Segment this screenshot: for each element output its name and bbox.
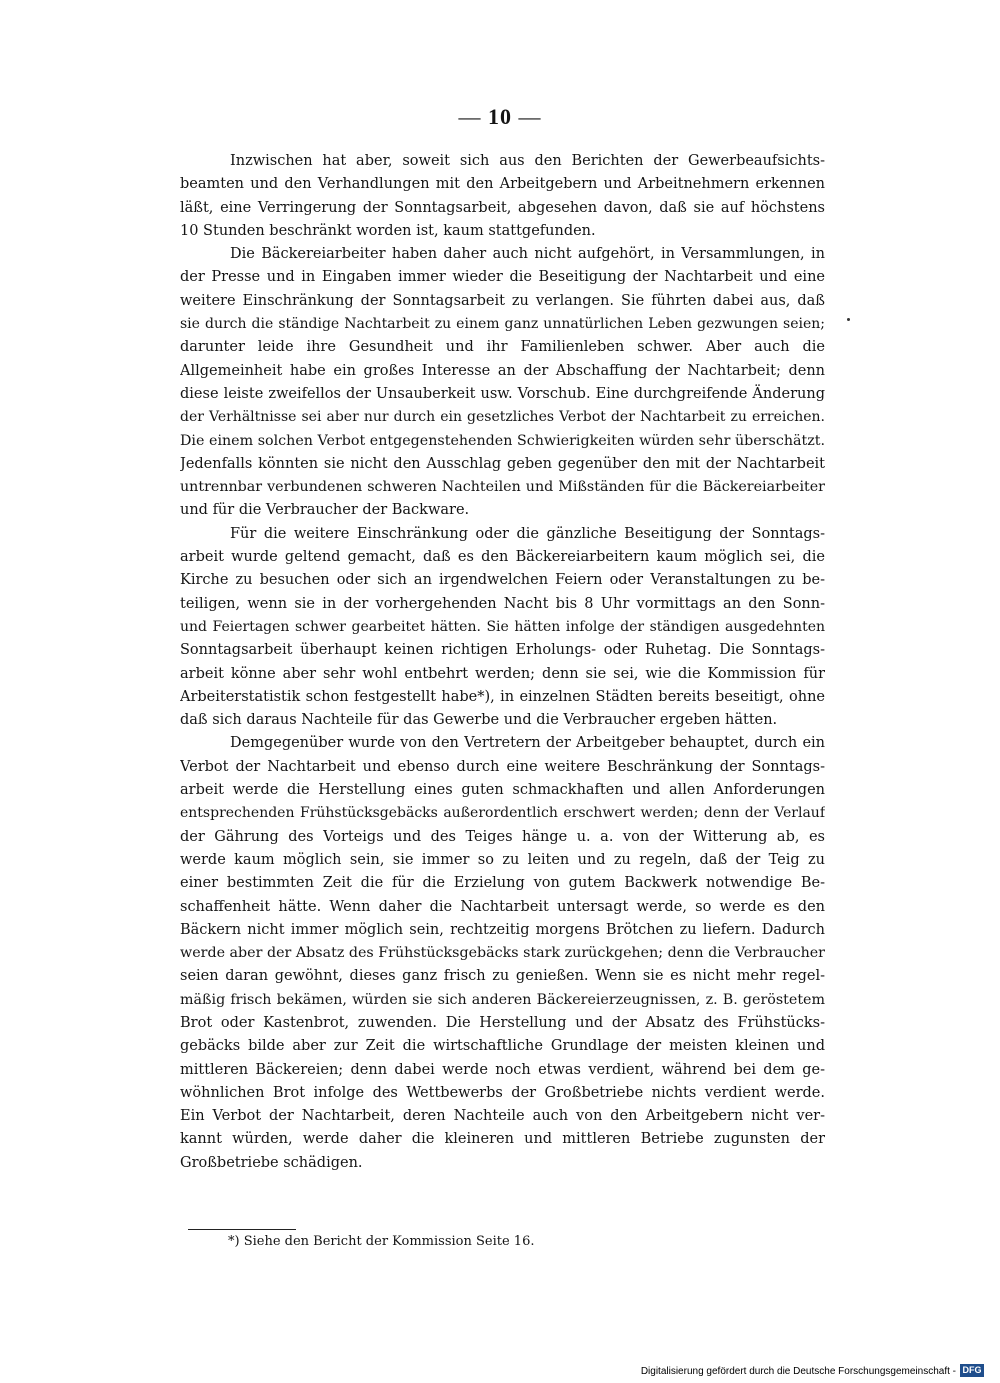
text-line: Verbot der Nachtarbeit und ebenso durch eine weitere Beschränkung der Sonntags- — [180, 758, 825, 775]
page-number-dash-left: — — [458, 104, 482, 129]
text-line: arbeit werde die Herstellung eines guten schmackhaften und allen Anforderungen — [180, 782, 825, 799]
footnote-rule — [188, 1229, 296, 1230]
text-line: Inzwischen hat aber, soweit sich aus den Berichten der Gewerbeaufsichts- — [230, 153, 825, 169]
text-line: läßt, eine Verringerung der Sonntagsarbeit, abgesehen davon, daß sie auf höchstens — [180, 199, 825, 216]
text-line: und für die Verbraucher der Backware. — [180, 502, 470, 519]
page-number — [0, 104, 1000, 130]
text-line: Arbeiterstatistik schon festgestellt habe*), in einzelnen Städten bereits beseitigt, ohne — [180, 688, 825, 705]
text-line: arbeit wurde geltend gemacht, daß es den Bäckereiarbeitern kaum möglich sei, die — [180, 549, 825, 566]
text-line: daß sich daraus Nachteile für das Gewerbe und die Verbraucher ergeben hätten. — [180, 712, 778, 729]
print-speck — [847, 318, 850, 321]
page-number-value: 10 — [488, 104, 512, 129]
text-line: der Gährung des Vorteigs und des Teiges hänge u. a. von der Witterung ab, es — [180, 828, 825, 845]
text-line: arbeit könne aber sehr wohl entbehrt werden; denn sie sei, wie die Kommission für — [180, 665, 825, 682]
text-line: 10 Stunden beschränkt worden ist, kaum stattgefunden. — [180, 222, 596, 239]
text-line: Die einem solchen Verbot entgegenstehenden Schwierigkeiten würden sehr überschätzt. — [180, 432, 825, 449]
text-line: weitere Einschränkung der Sonntagsarbeit zu verlangen. Sie führten dabei aus, daß — [180, 292, 825, 309]
text-line: Großbetriebe schädigen. — [180, 1154, 363, 1171]
text-line: wöhnlichen Brot infolge des Wettbewerbs der Großbetriebe nichts verdient werde. — [180, 1084, 825, 1101]
text-line: und Feiertagen schwer gearbeitet hätten. Sie hätten infolge der ständigen ausgedehnten — [180, 618, 825, 635]
text-line: beamten und den Verhandlungen mit den Arbeitgebern und Arbeitnehmern erkennen — [180, 176, 825, 193]
text-line: sie durch die ständige Nachtarbeit zu einem ganz unnatürlichen Leben gezwungen seien; — [180, 316, 825, 333]
text-line: Allgemeinheit habe ein großes Interesse an der Abschaffung der Nachtarbeit; denn — [180, 362, 825, 379]
text-line: mäßig frisch bekämen, würden sie sich anderen Bäckereierzeugnissen, z. B. geröstetem — [180, 991, 825, 1008]
text-line: Sonntagsarbeit überhaupt keinen richtigen Erholungs- oder Ruhetag. Die Sonntags- — [180, 642, 825, 659]
text-line: einer bestimmten Zeit die für die Erzielung von gutem Backwerk notwendige Be- — [180, 875, 825, 892]
text-line: Kirche zu besuchen oder sich an irgendwelchen Feiern oder Veranstaltungen zu be- — [180, 572, 825, 589]
text-line: Für die weitere Einschränkung oder die gänzliche Beseitigung der Sonntags- — [230, 525, 825, 542]
text-line: Die Bäckereiarbeiter haben daher auch nicht aufgehört, in Versammlungen, in — [230, 246, 825, 263]
text-line: gebäcks bilde aber zur Zeit die wirtschaftliche Grundlage der meisten kleinen und — [180, 1038, 825, 1055]
text-line: untrennbar verbundenen schweren Nachteilen und Mißständen für die Bäckereiarbeiter — [180, 479, 825, 496]
text-line: Jedenfalls könnten sie nicht den Ausschlag geben gegenüber den mit der Nachtarbeit — [180, 455, 825, 472]
dfg-logo: DFG — [960, 1364, 984, 1377]
text-line: diese leiste zweifellos der Unsauberkeit usw. Vorschub. Eine durchgreifende Änderung — [180, 385, 825, 402]
text-line: teiligen, wenn sie in der vorhergehenden Nacht bis 8 Uhr vormittags an den Sonn- — [180, 595, 825, 612]
text-line: schaffenheit hätte. Wenn daher die Nachtarbeit untersagt werde, so werde es den — [180, 898, 825, 915]
text-line: entsprechenden Frühstücksgebäcks außerordentlich erschwert werden; denn der Verlauf — [180, 805, 825, 822]
text-line: Brot oder Kastenbrot, zuwenden. Die Herstellung und der Absatz des Frühstücks- — [180, 1014, 825, 1031]
text-line: darunter leide ihre Gesundheit und ihr Familienleben schwer. Aber auch die — [180, 339, 825, 356]
digitization-credit: Digitalisierung gefördert durch die Deutsche Forschungsgemeinschaft - — [640, 1366, 956, 1377]
page-number-dash-right: — — [518, 104, 542, 129]
text-line: der Verhältnisse sei aber nur durch ein gesetzliches Verbot der Nachtarbeit zu erreichen. — [180, 409, 825, 426]
text-line: seien daran gewöhnt, dieses ganz frisch zu genießen. Wenn sie es nicht mehr regel- — [180, 968, 825, 985]
text-line: werde kaum möglich sein, sie immer so zu leiten und zu regeln, daß der Teig zu — [180, 851, 825, 868]
text-line: werde aber der Absatz des Frühstücksgebäcks stark zurückgehen; denn die Verbraucher — [180, 945, 825, 962]
text-line: Bäckern nicht immer möglich sein, rechtzeitig morgens Brötchen zu liefern. Dadurch — [180, 921, 825, 938]
footnote: *) Siehe den Bericht der Kommission Seite 16. — [228, 1234, 535, 1249]
text-line: kannt würden, werde daher die kleineren und mittleren Betriebe zugunsten der — [180, 1131, 825, 1148]
text-line: mittleren Bäckereien; denn dabei werde noch etwas verdient, während bei dem ge- — [180, 1061, 825, 1078]
body-text — [180, 150, 825, 1175]
text-line: der Presse und in Eingaben immer wieder die Beseitigung der Nachtarbeit und eine — [180, 269, 825, 286]
text-line: Demgegenüber wurde von den Vertretern der Arbeitgeber behauptet, durch ein — [230, 735, 825, 752]
text-line: Ein Verbot der Nachtarbeit, deren Nachteile auch von den Arbeitgebern nicht ver- — [180, 1108, 825, 1125]
